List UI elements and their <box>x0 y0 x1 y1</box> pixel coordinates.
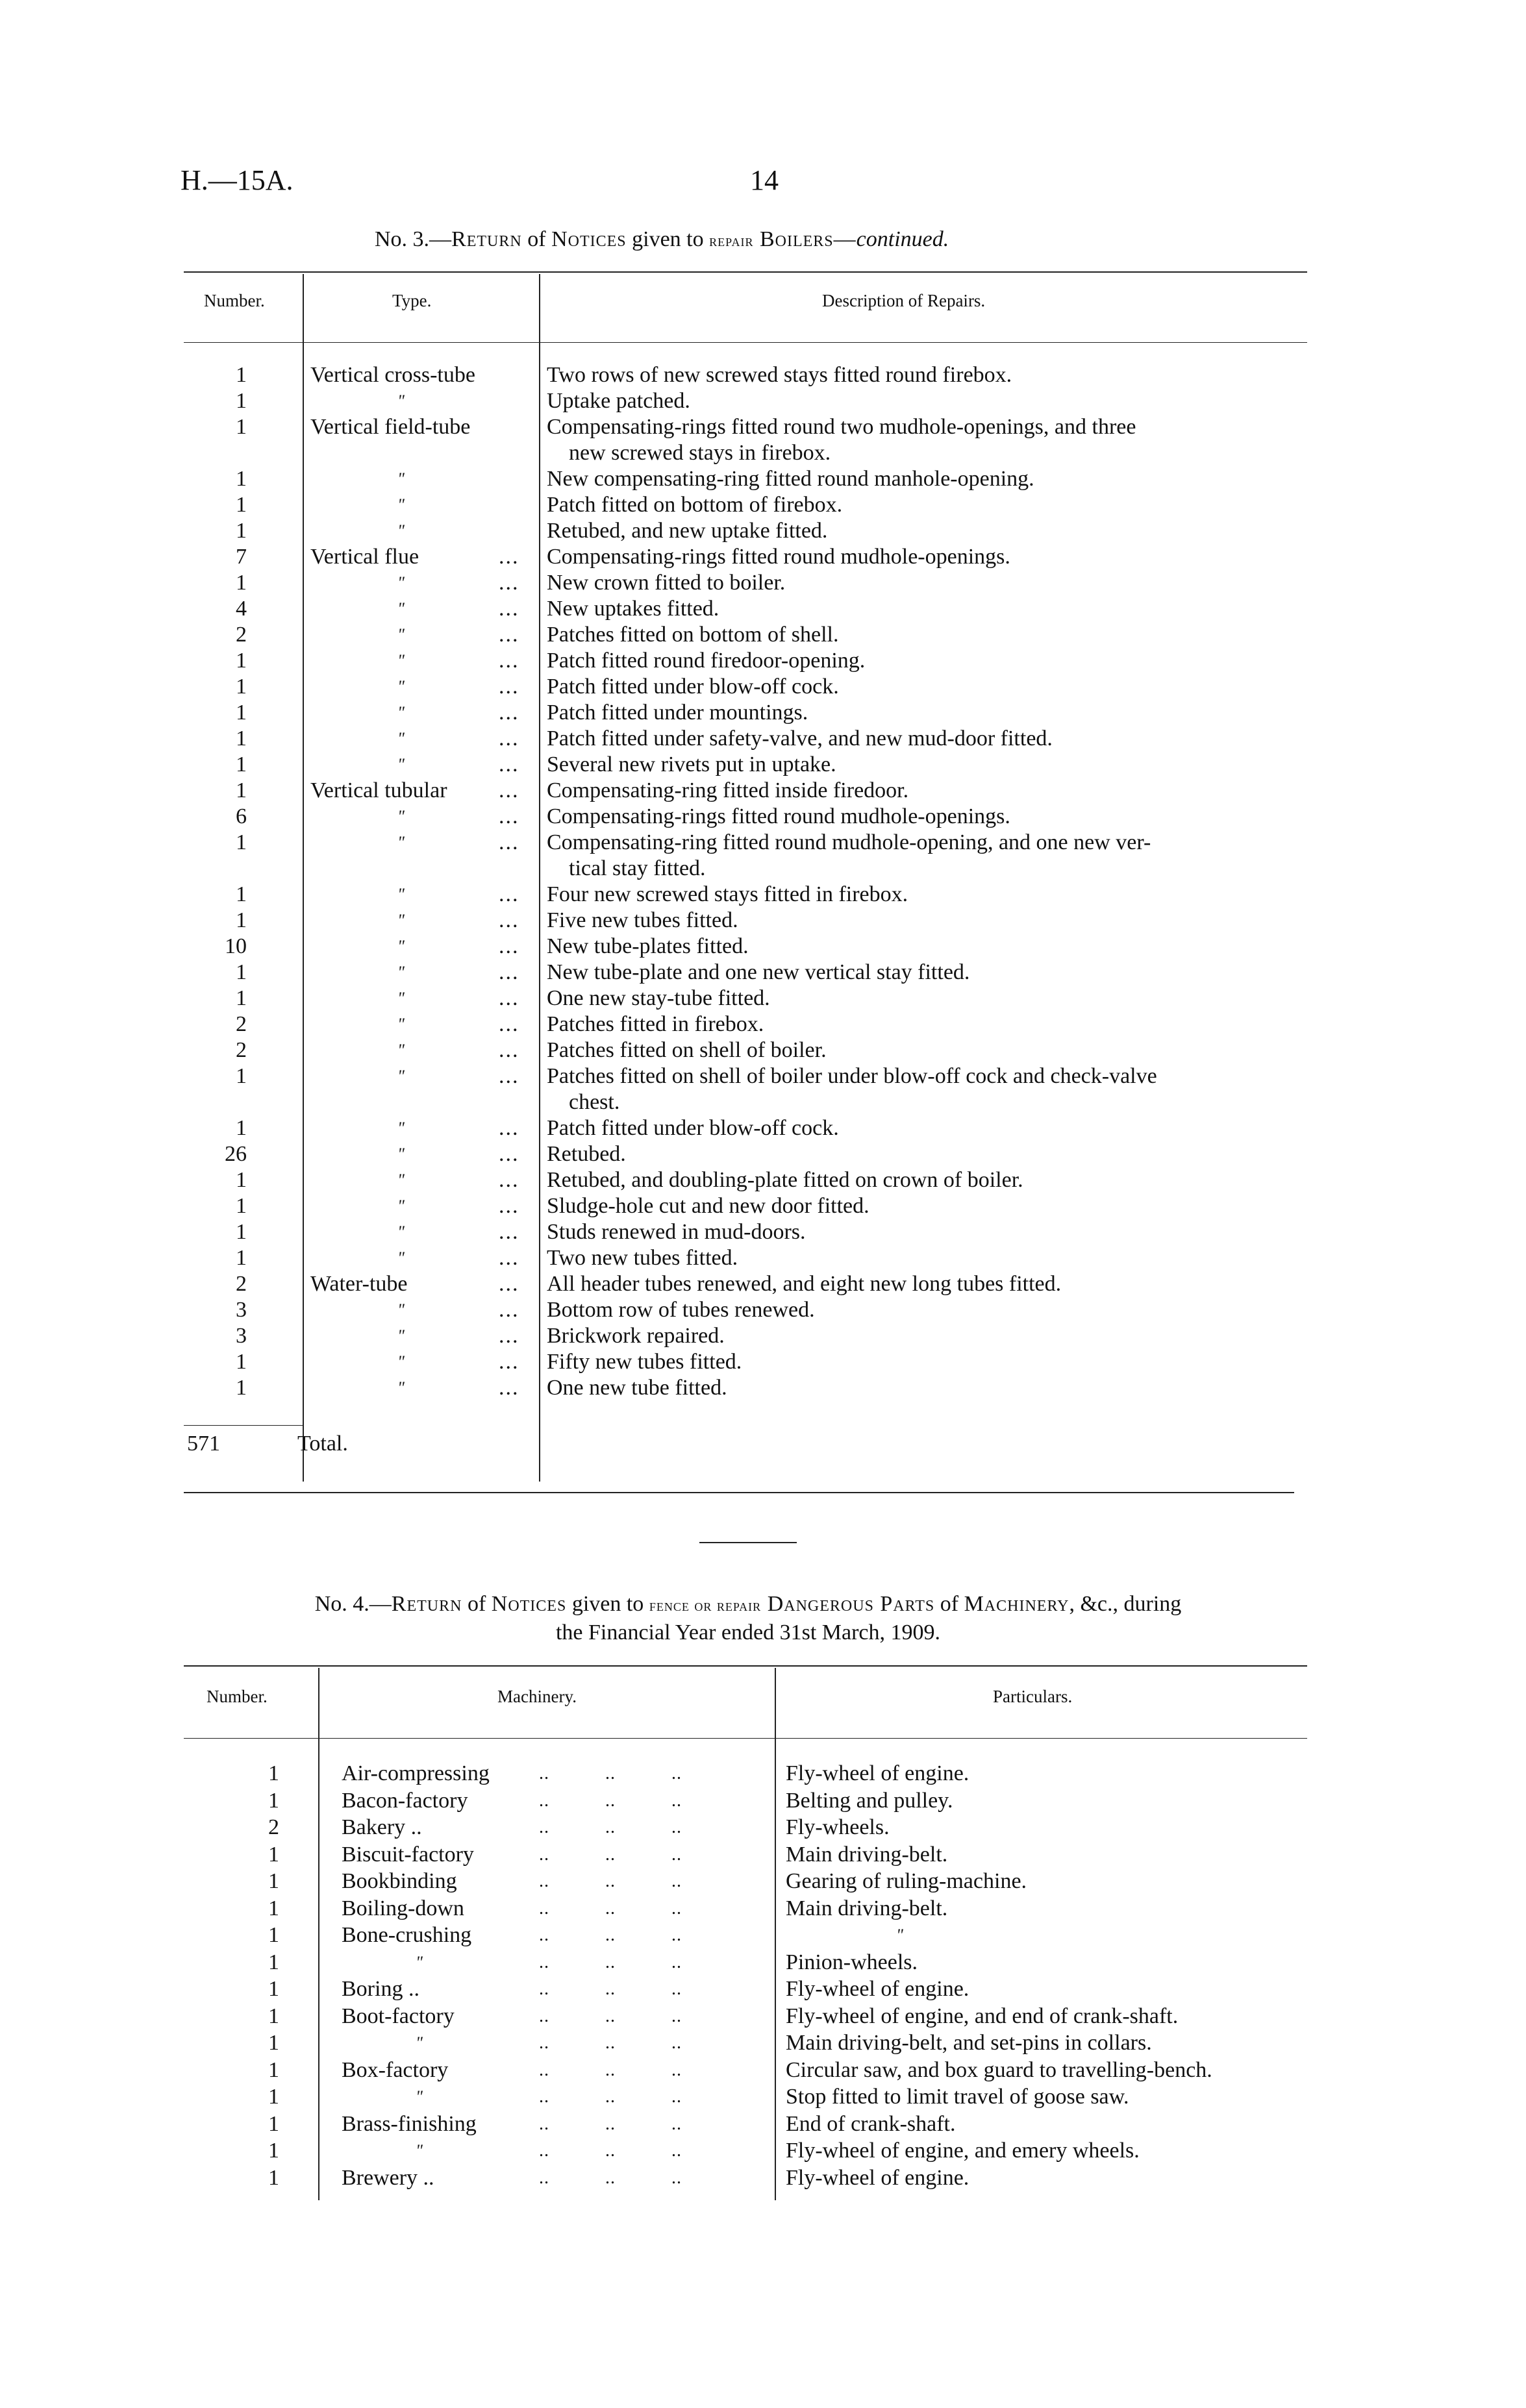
table4-row-particulars: Fly-wheels. <box>786 1815 890 1839</box>
table3-row-type: " <box>397 755 405 774</box>
table3-row-description: Compensating-rings fitted round mudhole-openings. <box>547 804 1010 828</box>
table3-row-number: 1 <box>236 649 247 673</box>
table3-row-description: Patches fitted in firebox. <box>547 1012 764 1036</box>
table3-row-number: 1 <box>236 726 247 751</box>
table3-title-boilers: Boilers— <box>753 227 857 251</box>
table3-row-number: 1 <box>236 1168 247 1192</box>
table4-row-leader: .. .. .. <box>539 1952 682 1972</box>
table4-row-particulars: Main driving-belt. <box>786 1842 948 1867</box>
table3-row-description-cont: new screwed stays in firebox. <box>569 441 831 465</box>
table3-row-type: " <box>397 989 405 1008</box>
table4-row-number: 1 <box>268 2057 279 2082</box>
table3-row-number: 1 <box>236 1064 247 1088</box>
table3-row-leader: ... <box>499 908 519 932</box>
table3-row-number: 1 <box>236 519 247 543</box>
table3-row-number: 1 <box>236 778 247 802</box>
table4-row-number: 1 <box>268 1869 279 1893</box>
table3-row-type: " <box>397 1326 405 1345</box>
table4-title-no: No. 4.— <box>314 1592 392 1616</box>
table3-row-number: 1 <box>236 1246 247 1270</box>
table4-row-leader: .. .. .. <box>539 1898 682 1918</box>
table4-row-number: 2 <box>268 1815 279 1839</box>
table4-row-leader: .. .. .. <box>539 1979 682 1999</box>
table3-row-number: 1 <box>236 415 247 439</box>
table4-row-number: 1 <box>268 1950 279 1974</box>
table4-row-machinery: Bakery .. <box>342 1815 422 1839</box>
table4-title-given: given to <box>566 1592 649 1616</box>
table3-row-description: One new stay-tube fitted. <box>547 986 770 1010</box>
table3-row-description: Sludge-hole cut and new door fitted. <box>547 1194 869 1218</box>
table3-row-leader: ... <box>499 778 519 802</box>
table3-row-leader: ... <box>499 986 519 1010</box>
table3-row-description: Patches fitted on shell of boiler. <box>547 1038 827 1062</box>
table3-row-type: " <box>397 495 405 514</box>
table3-header-description: Description of Repairs. <box>822 291 986 310</box>
table3-row-leader: ... <box>499 623 519 647</box>
table3-row-type: " <box>397 703 405 722</box>
table3-row-number: 1 <box>236 1376 247 1400</box>
table3-row-description: Patch fitted under mountings. <box>547 701 808 725</box>
table3-row-number: 2 <box>236 1012 247 1036</box>
table4-row-number: 1 <box>268 2111 279 2136</box>
table4-row-machinery: " <box>416 2033 423 2052</box>
table4-row-machinery: " <box>416 1952 423 1972</box>
table3-row-type: " <box>397 1223 405 1241</box>
table3-row-type: " <box>397 1248 405 1267</box>
table4-row-particulars: Circular saw, and box guard to travelling-bench. <box>786 2057 1212 2082</box>
table3-row-leader: ... <box>499 649 519 673</box>
table4-row-particulars: Pinion-wheels. <box>786 1950 918 1974</box>
table3-row-leader: ... <box>499 804 519 828</box>
table4-row-machinery: Brass-finishing <box>342 2111 477 2136</box>
table3-row-leader: ... <box>499 934 519 958</box>
table3-row-description: Retubed, and doubling-plate fitted on crown of boiler. <box>547 1168 1023 1192</box>
table4-row-particulars: Stop fitted to limit travel of goose saw. <box>786 2085 1129 2109</box>
table3-row-leader: ... <box>499 1376 519 1400</box>
table3-row-type: " <box>397 937 405 956</box>
table3-row-leader: ... <box>499 1116 519 1140</box>
page-reference: H.—15A. <box>181 164 294 196</box>
table3-total-label: Total. <box>297 1432 348 1456</box>
table4-row-leader: .. .. .. <box>539 1817 682 1837</box>
table3-header-number: Number. <box>204 291 265 310</box>
table4-row-particulars: End of crank-shaft. <box>786 2111 956 2136</box>
table3-row-description: Bottom row of tubes renewed. <box>547 1298 815 1322</box>
table3-row-description: One new tube fitted. <box>547 1376 727 1400</box>
table3-title-continued: continued. <box>856 227 949 251</box>
table4-row-machinery: " <box>416 2141 423 2160</box>
table3-row-leader: ... <box>499 960 519 984</box>
table3-row-number: 26 <box>225 1142 247 1166</box>
table3-row-description: New uptakes fitted. <box>547 597 719 621</box>
table4-title-line2: the Financial Year ended 31st March, 1909. <box>555 1620 941 1645</box>
table3-row-description: Retubed, and new uptake fitted. <box>547 519 828 543</box>
table3-row-description-cont: chest. <box>569 1090 620 1114</box>
table3-row-description: Two new tubes fitted. <box>547 1246 738 1270</box>
table3-row-type: Vertical tubular <box>310 778 447 802</box>
table3-row-description: Uptake patched. <box>547 389 690 413</box>
table3-row-type: " <box>397 599 405 618</box>
table3-row-leader: ... <box>499 701 519 725</box>
table3-row-type: " <box>397 1145 405 1163</box>
table4-title-of2: of <box>934 1592 964 1616</box>
table3-row-type: " <box>397 625 405 644</box>
table3-row-type: Water-tube <box>310 1272 408 1296</box>
table3-col-divider-1 <box>303 274 304 1482</box>
table3-row-leader: ... <box>499 882 519 906</box>
table3-row-number: 1 <box>236 1194 247 1218</box>
table3-row-type: Vertical field-tube <box>310 415 471 439</box>
table3-row-leader: ... <box>499 675 519 699</box>
table4-row-number: 1 <box>268 1896 279 1920</box>
table3-row-description: Patch fitted under safety-valve, and new mud-door fitted. <box>547 726 1053 751</box>
table3-row-number: 1 <box>236 389 247 413</box>
table3-row-leader: ... <box>499 1064 519 1088</box>
table3-row-number: 1 <box>236 1116 247 1140</box>
table4-row-leader: .. .. .. <box>539 1871 682 1891</box>
table3-row-number: 7 <box>236 545 247 569</box>
table4-row-machinery: Boiling-down <box>342 1896 464 1920</box>
table3-row-number: 3 <box>236 1298 247 1322</box>
table3-row-type: " <box>397 677 405 696</box>
table3-title-repair: repair <box>709 231 754 250</box>
table4-title-of: of <box>462 1592 492 1616</box>
table4-row-particulars: Fly-wheel of engine. <box>786 1761 969 1785</box>
table3-header-type: Type. <box>392 291 432 310</box>
table4-title <box>186 1591 1310 1646</box>
table3-row-number: 1 <box>236 960 247 984</box>
table4-col-divider-1 <box>318 1668 319 2200</box>
table4-row-particulars: Gearing of ruling-machine. <box>786 1869 1027 1893</box>
table3-row-number: 2 <box>236 1272 247 1296</box>
table3-row-number: 1 <box>236 1220 247 1244</box>
table3-title-notices: Notices <box>551 227 627 251</box>
table3-row-description: Brickwork repaired. <box>547 1324 725 1348</box>
table3-row-type: " <box>397 807 405 826</box>
table3-row-description: New crown fitted to boiler. <box>547 571 786 595</box>
table3-row-number: 1 <box>236 493 247 517</box>
table3-row-type: " <box>397 469 405 488</box>
table3-row-number: 1 <box>236 675 247 699</box>
table3-row-type: " <box>397 963 405 982</box>
table4-row-particulars: Fly-wheel of engine, and emery wheels. <box>786 2139 1140 2163</box>
table4-row-number: 1 <box>268 1788 279 1813</box>
table3-row-description: Compensating-rings fitted round two mudhole-openings, and three <box>547 415 1136 439</box>
table3-row-description: New tube-plate and one new vertical stay fitted. <box>547 960 970 984</box>
table3-row-type: " <box>397 391 405 410</box>
table3-row-leader: ... <box>499 1142 519 1166</box>
table3-row-type: " <box>397 521 405 540</box>
table4-row-particulars: Fly-wheel of engine. <box>786 2165 969 2190</box>
table3-row-description: Compensating-ring fitted inside firedoor. <box>547 778 909 802</box>
table3-row-type: " <box>397 1300 405 1319</box>
table4-row-number: 1 <box>268 2139 279 2163</box>
table4-row-particulars: Main driving-belt. <box>786 1896 948 1920</box>
table3-total-rule <box>184 1425 303 1426</box>
table3-row-number: 1 <box>236 1350 247 1374</box>
table3-row-leader: ... <box>499 1298 519 1322</box>
table3-row-leader: ... <box>499 1012 519 1036</box>
table4-row-machinery: Bone-crushing <box>342 1923 472 1947</box>
table3-row-type: " <box>397 1119 405 1137</box>
table3-row-description: Patch fitted under blow-off cock. <box>547 675 839 699</box>
table3-row-type: " <box>397 573 405 592</box>
table4-row-number: 1 <box>268 2085 279 2109</box>
table3-row-leader: ... <box>499 571 519 595</box>
table4-row-machinery: Box-factory <box>342 2057 449 2082</box>
table4-row-leader: .. .. .. <box>539 1925 682 1945</box>
table3-row-leader: ... <box>499 1272 519 1296</box>
table3-header-rule <box>184 342 1307 343</box>
table4-row-number: 1 <box>268 1842 279 1867</box>
table4-row-leader: .. .. .. <box>539 1763 682 1783</box>
table4-top-rule <box>184 1665 1307 1667</box>
table3-row-description: Patches fitted on shell of boiler under blow-off cock and check-valve <box>547 1064 1157 1088</box>
table3-row-description: Four new screwed stays fitted in firebox. <box>547 882 908 906</box>
table3-row-type: " <box>397 885 405 904</box>
section-separator <box>699 1542 797 1543</box>
table3-row-leader: ... <box>499 752 519 776</box>
table4-title-dangerous: Dangerous Parts <box>761 1592 935 1616</box>
table3-row-number: 2 <box>236 1038 247 1062</box>
table4-title-notices: Notices <box>491 1592 567 1616</box>
table4-row-leader: .. .. .. <box>539 2033 682 2053</box>
table4-header-particulars: Particulars. <box>993 1687 1073 1706</box>
table4-row-particulars: Main driving-belt, and set-pins in collars. <box>786 2031 1152 2055</box>
table3-row-description: Compensating-ring fitted round mudhole-opening, and one new ver- <box>547 830 1151 854</box>
table3-row-number: 1 <box>236 752 247 776</box>
table3-row-leader: ... <box>499 1220 519 1244</box>
table4-header-number: Number. <box>206 1687 268 1706</box>
table3-bottom-rule <box>184 1492 1294 1493</box>
table4-row-machinery: Biscuit-factory <box>342 1842 474 1867</box>
table3-row-type: " <box>397 833 405 852</box>
table3-row-type: " <box>397 911 405 930</box>
table4-header-rule <box>184 1738 1307 1739</box>
table4-row-machinery: Bacon-factory <box>342 1788 468 1813</box>
table4-row-machinery: " <box>416 2087 423 2106</box>
table4-row-leader: .. .. .. <box>539 1844 682 1865</box>
table3-row-number: 6 <box>236 804 247 828</box>
table3-row-type: Vertical flue <box>310 545 419 569</box>
table3-row-number: 10 <box>225 934 247 958</box>
table3-row-description: Fifty new tubes fitted. <box>547 1350 742 1374</box>
table3-row-number: 1 <box>236 882 247 906</box>
table4-row-particulars: Fly-wheel of engine, and end of crank-shaft. <box>786 2004 1179 2028</box>
table3-row-leader: ... <box>499 545 519 569</box>
table4-row-leader: .. .. .. <box>539 2141 682 2161</box>
table3-row-description: Retubed. <box>547 1142 626 1166</box>
table3-row-leader: ... <box>499 1194 519 1218</box>
table3-row-leader: ... <box>499 597 519 621</box>
table3-row-number: 1 <box>236 701 247 725</box>
table3-row-number: 3 <box>236 1324 247 1348</box>
table4-row-machinery: Boot-factory <box>342 2004 455 2028</box>
table4-row-number: 1 <box>268 1761 279 1785</box>
table3-total-number: 571 <box>187 1432 220 1456</box>
table4-row-leader: .. .. .. <box>539 2005 682 2026</box>
table3-row-description: Patch fitted under blow-off cock. <box>547 1116 839 1140</box>
table4-title-return: Return <box>391 1592 462 1616</box>
table3-title-no: No. 3.— <box>375 227 452 251</box>
page-number: 14 <box>750 164 779 196</box>
table3-top-rule <box>184 271 1307 273</box>
table4-title-fence: fence or repair <box>649 1596 762 1615</box>
table3-row-type: " <box>397 1067 405 1086</box>
table3-row-description: Several new rivets put in uptake. <box>547 752 836 776</box>
table3-col-divider-2 <box>539 274 540 1482</box>
table3-row-type: Vertical cross-tube <box>310 363 475 387</box>
table3-row-description: Patch fitted on bottom of firebox. <box>547 493 843 517</box>
table4-row-machinery: Air-compressing <box>342 1761 490 1785</box>
table4-title-rest: , &c., during <box>1069 1592 1182 1616</box>
table3-row-type: " <box>397 1378 405 1397</box>
table4-col-divider-2 <box>775 1668 776 2200</box>
table3-row-type: " <box>397 729 405 748</box>
table4-row-machinery: Bookbinding <box>342 1869 457 1893</box>
table4-title-machinery: Machinery <box>964 1592 1069 1616</box>
table3-row-number: 2 <box>236 623 247 647</box>
table3-title-return: Return <box>451 227 522 251</box>
table4-row-number: 1 <box>268 2004 279 2028</box>
table4-row-machinery: Boring .. <box>342 1977 419 2001</box>
table3-row-leader: ... <box>499 830 519 854</box>
table3-row-description: Studs renewed in mud-doors. <box>547 1220 806 1244</box>
table3-row-leader: ... <box>499 1324 519 1348</box>
table3-row-leader: ... <box>499 726 519 751</box>
table4-row-machinery: Brewery .. <box>342 2165 434 2190</box>
table4-row-particulars: Belting and pulley. <box>786 1788 953 1813</box>
table3-row-description: New tube-plates fitted. <box>547 934 749 958</box>
table3-title-of: of <box>521 227 552 251</box>
table3-row-description: All header tubes renewed, and eight new long tubes fitted. <box>547 1272 1062 1296</box>
table3-row-description: Five new tubes fitted. <box>547 908 738 932</box>
table3-row-number: 1 <box>236 571 247 595</box>
table3-row-description: Two rows of new screwed stays fitted round firebox. <box>547 363 1012 387</box>
table3-row-type: " <box>397 1352 405 1371</box>
table4-row-leader: .. .. .. <box>539 2059 682 2080</box>
table3-row-leader: ... <box>499 1168 519 1192</box>
table4-row-leader: .. .. .. <box>539 2167 682 2188</box>
table3-row-leader: ... <box>499 1246 519 1270</box>
table3-title <box>375 227 949 252</box>
table4-row-leader: .. .. .. <box>539 2087 682 2107</box>
table3-row-number: 1 <box>236 908 247 932</box>
table4-row-number: 1 <box>268 1923 279 1947</box>
table4-row-particulars: Fly-wheel of engine. <box>786 1977 969 2001</box>
table3-row-type: " <box>397 1171 405 1189</box>
table3-row-number: 1 <box>236 830 247 854</box>
table3-row-description: Compensating-rings fitted round mudhole-openings. <box>547 545 1010 569</box>
table4-header-machinery: Machinery. <box>497 1687 577 1706</box>
table3-row-number: 4 <box>236 597 247 621</box>
table3-row-number: 1 <box>236 363 247 387</box>
table3-title-given: given to <box>626 227 710 251</box>
table3-row-number: 1 <box>236 986 247 1010</box>
table4-row-leader: .. .. .. <box>539 2113 682 2134</box>
table4-row-number: 1 <box>268 2165 279 2190</box>
table3-row-type: " <box>397 1197 405 1215</box>
table3-row-number: 1 <box>236 467 247 491</box>
table3-row-description: New compensating-ring fitted round manhole-opening. <box>547 467 1034 491</box>
table3-row-type: " <box>397 1041 405 1060</box>
table4-row-number: 1 <box>268 1977 279 2001</box>
table3-row-type: " <box>397 651 405 670</box>
table3-row-description-cont: tical stay fitted. <box>569 856 706 880</box>
table4-row-particulars: " <box>896 1926 903 1944</box>
table3-row-leader: ... <box>499 1350 519 1374</box>
table4-row-leader: .. .. .. <box>539 1790 682 1811</box>
table3-row-type: " <box>397 1015 405 1034</box>
table4-row-number: 1 <box>268 2031 279 2055</box>
table3-row-description: Patches fitted on bottom of shell. <box>547 623 839 647</box>
table3-row-leader: ... <box>499 1038 519 1062</box>
table3-row-description: Patch fitted round firedoor-opening. <box>547 649 866 673</box>
